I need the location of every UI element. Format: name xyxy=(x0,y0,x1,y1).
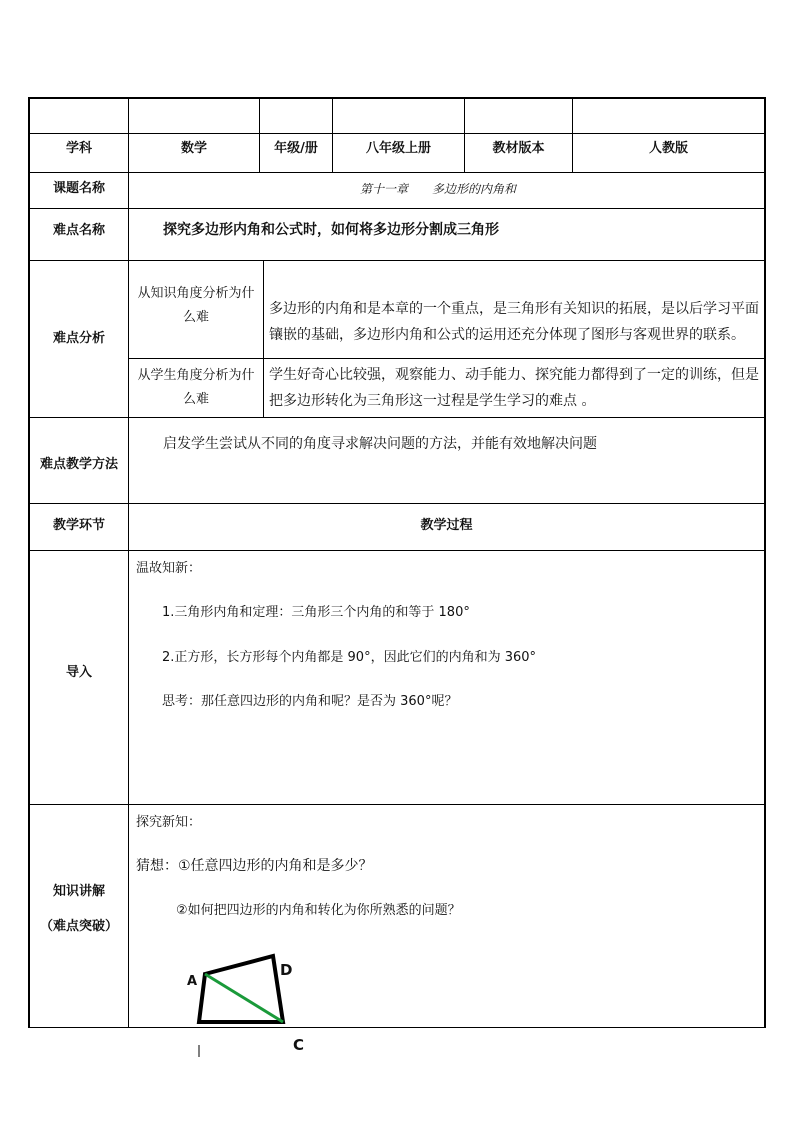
intro-think: 思考：那任意四边形的内角和呢？是否为 360°呢？ xyxy=(162,694,458,709)
intro-item-1: 1.三角形内角和定理：三角形三个内角的和等于 180° xyxy=(162,605,470,620)
method-label: 难点教学方法 xyxy=(39,457,118,472)
topic-label: 课题名称 xyxy=(52,181,105,196)
stage-label: 教学环节 xyxy=(52,518,105,533)
vertex-d-label: D xyxy=(280,961,293,979)
process-label: 教学过程 xyxy=(420,518,473,533)
intro-item-2: 2.正方形，长方形每个内角都是 90°，因此它们的内角和为 360° xyxy=(162,650,537,665)
grade-value: 八年级上册 xyxy=(365,141,431,156)
subject-value: 数学 xyxy=(180,141,207,156)
analysis-label: 难点分析 xyxy=(52,331,105,346)
vertex-c-label: C xyxy=(293,1036,305,1054)
guess-2: ②如何把四边形的内角和转化为你所熟悉的问题？ xyxy=(176,903,461,918)
method-text: 启发学生尝试从不同的角度寻求解决问题的方法，并能有效地解决问题 xyxy=(163,436,597,452)
quadrilateral-shape xyxy=(199,956,283,1022)
diagonal-ac xyxy=(205,974,283,1022)
knowledge-sublabel: （难点突破） xyxy=(39,919,118,934)
knowledge-heading: 探究新知： xyxy=(136,815,202,830)
difficulty-label: 难点名称 xyxy=(52,223,105,238)
grade-label: 年级/册 xyxy=(274,141,318,156)
knowledge-angle-text: 多边形的内角和是本章的一个重点，是三角形有关知识的拓展，是以后学习平面镶嵌的基础，多边形内角和公式的运用还充分体现了图形与客观世界的联系。 xyxy=(269,301,759,343)
edition-label: 教材版本 xyxy=(492,141,545,156)
guess-1: 猜想：①任意四边形的内角和是多少？ xyxy=(136,858,373,874)
intro-label: 导入 xyxy=(65,665,92,680)
knowledge-label: 知识讲解 xyxy=(52,884,105,899)
difficulty-value: 探究多边形内角和公式时，如何将多边形分割成三角形 xyxy=(163,222,499,238)
topic-value: 第十一章 多边形的内角和 xyxy=(360,182,517,196)
intro-heading: 温故知新： xyxy=(136,561,202,576)
student-angle-text: 学生好奇心比较强，观察能力、动手能力、探究能力都得到了一定的训练，但是把多边形转化为三角形这一过程是学生学习的难点 。 xyxy=(269,367,759,409)
knowledge-angle-label: 从知识角度分析为什么难 xyxy=(137,286,255,325)
subject-label: 学科 xyxy=(65,141,92,156)
vertex-a-label: A xyxy=(187,974,198,989)
student-angle-label: 从学生角度分析为什么难 xyxy=(137,368,255,407)
edition-value: 人教版 xyxy=(648,141,688,156)
